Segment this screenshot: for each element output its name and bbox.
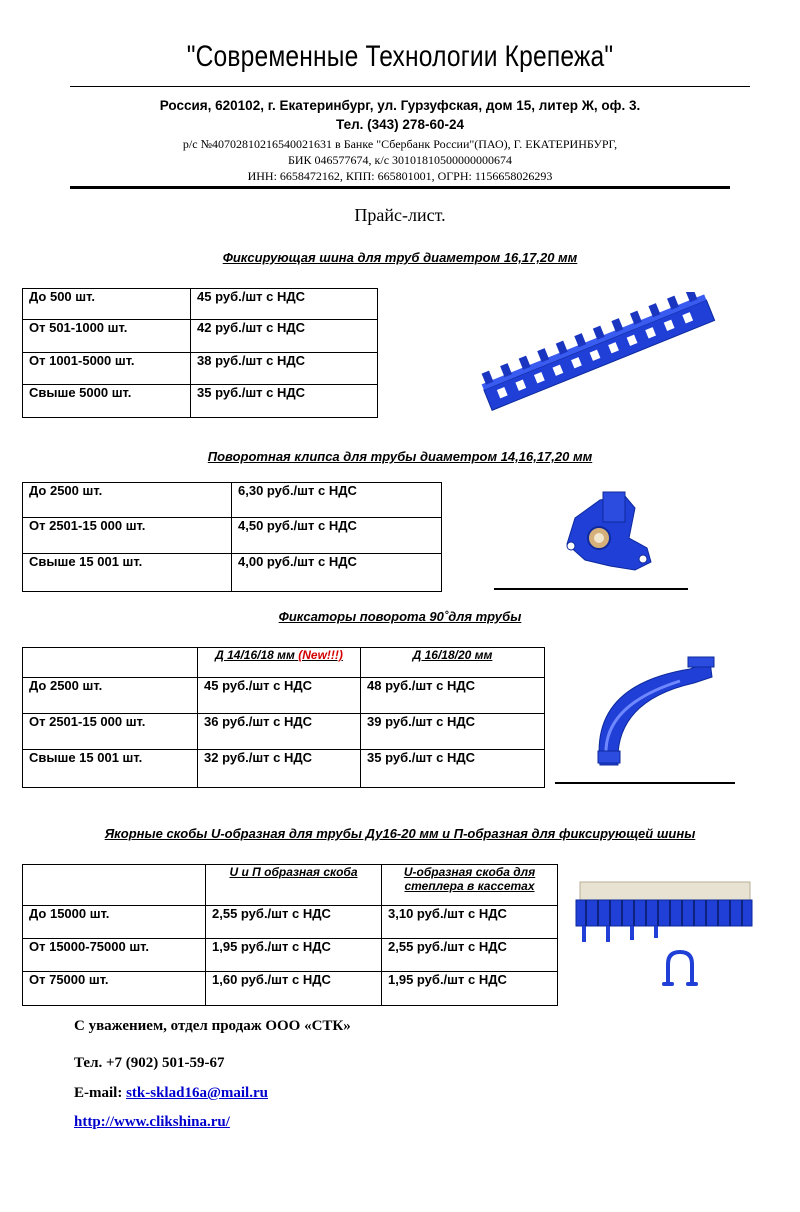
bank-details-1: р/с №40702810216540021631 в Банке "Сбербанк России"(ПАО), Г. ЕКАТЕРИНБУРГ, — [182, 137, 618, 151]
col-header-d14 — [198, 648, 361, 678]
image-underline — [494, 588, 688, 590]
price-cell: 32 руб./шт с НДС — [198, 750, 361, 788]
table-row — [23, 714, 545, 750]
price-cell: 2,55 руб./шт с НДС — [382, 939, 558, 972]
qty-cell: От 2501-15 000 шт. — [23, 714, 198, 750]
price-cell: 6,30 руб./шт с НДС — [232, 483, 442, 518]
table-row — [23, 554, 442, 592]
email-link[interactable]: stk-sklad16a@mail.ru — [126, 1085, 268, 1101]
email-line — [74, 1085, 268, 1102]
table-row — [23, 353, 378, 385]
qty-cell: От 501-1000 шт. — [23, 320, 191, 353]
new-badge: (New!!!) — [298, 648, 343, 662]
table-row — [23, 750, 545, 788]
header-divider — [70, 86, 750, 87]
section4-title: Якорные скобы U-образная для трубы Ду16-20 мм и П-образная для фиксирующей шины — [104, 826, 696, 841]
pricelist-title: Прайс-лист. — [354, 205, 446, 225]
qty-cell: Свыше 15 001 шт. — [23, 750, 198, 788]
qty-cell: До 15000 шт. — [23, 906, 206, 939]
col-header-d16: Д 16/18/20 мм — [361, 648, 545, 678]
price-cell: 45 руб./шт с НДС — [191, 289, 378, 320]
table-row — [23, 678, 545, 714]
qty-cell: До 500 шт. — [23, 289, 191, 320]
table-row — [23, 289, 378, 320]
table-row — [23, 972, 558, 1006]
table-row — [23, 385, 378, 418]
col-header-d14-label: Д 14/16/18 мм — [215, 648, 295, 662]
price-cell: 4,00 руб./шт с НДС — [232, 554, 442, 592]
price-cell: 2,55 руб./шт с НДС — [206, 906, 382, 939]
price-cell: 42 руб./шт с НДС — [191, 320, 378, 353]
price-cell: 1,95 руб./шт с НДС — [382, 972, 558, 1006]
table-row — [23, 518, 442, 554]
qty-cell: Свыше 5000 шт. — [23, 385, 191, 418]
image-underline — [555, 782, 735, 784]
qty-cell: До 2500 шт. — [23, 678, 198, 714]
website-link[interactable]: http://www.clikshina.ru/ — [74, 1114, 230, 1130]
price-cell: 48 руб./шт с НДС — [361, 678, 545, 714]
bank-details-3: ИНН: 6658472162, КПП: 665801001, ОГРН: 1156658026293 — [247, 169, 553, 183]
price-cell: 1,95 руб./шт с НДС — [206, 939, 382, 972]
section3-price-table — [22, 647, 545, 788]
section4-price-table — [22, 864, 558, 1006]
qty-cell: От 1001-5000 шт. — [23, 353, 191, 385]
rotary-clip-image — [555, 488, 665, 580]
email-label: E-mail: — [74, 1085, 123, 1101]
price-cell: 39 руб./шт с НДС — [361, 714, 545, 750]
company-phone: Тел. (343) 278-60-24 — [336, 117, 464, 132]
table-header-row — [23, 648, 545, 678]
company-address: Россия, 620102, г. Екатеринбург, ул. Гурзуфская, дом 15, литер Ж, оф. 3. — [159, 98, 641, 113]
contact-phone: Тел. +7 (902) 501-59-67 — [74, 1055, 225, 1071]
qty-cell: От 2501-15 000 шт. — [23, 518, 232, 554]
price-cell: 1,60 руб./шт с НДС — [206, 972, 382, 1006]
table-row — [23, 906, 558, 939]
section1-price-table — [22, 288, 378, 418]
fixing-rail-image — [480, 292, 720, 422]
price-cell: 4,50 руб./шт с НДС — [232, 518, 442, 554]
section2-price-table — [22, 482, 442, 592]
header-empty-cell — [23, 865, 206, 906]
price-cell: 38 руб./шт с НДС — [191, 353, 378, 385]
table-row — [23, 483, 442, 518]
table-row — [23, 939, 558, 972]
regards-text: С уважением, отдел продаж ООО «СТК» — [74, 1018, 351, 1034]
price-cell: 35 руб./шт с НДС — [191, 385, 378, 418]
table-row — [23, 320, 378, 353]
section2-title: Поворотная клипса для трубы диаметром 14,16,17,20 мм — [207, 449, 593, 464]
section1-title: Фиксирующая шина для труб диаметром 16,17,20 мм — [222, 250, 578, 265]
price-cell: 45 руб./шт с НДС — [198, 678, 361, 714]
anchor-staples-image — [572, 860, 757, 995]
website-line — [74, 1114, 230, 1131]
header-thick-divider — [70, 186, 730, 189]
qty-cell: От 75000 шт. — [23, 972, 206, 1006]
price-cell: 35 руб./шт с НДС — [361, 750, 545, 788]
bank-details-2: БИК 046577674, к/с 30101810500000000674 — [287, 153, 513, 167]
table-header-row — [23, 865, 558, 906]
price-cell: 3,10 руб./шт с НДС — [382, 906, 558, 939]
header-empty-cell — [23, 648, 198, 678]
company-name: "Современные Технологии Крепежа" — [186, 40, 614, 73]
qty-cell: До 2500 шт. — [23, 483, 232, 518]
col-header-stapler: U-образная скоба для степлера в кассетах — [382, 865, 558, 906]
bend-fixator-image — [570, 655, 720, 770]
qty-cell: От 15000-75000 шт. — [23, 939, 206, 972]
qty-cell: Свыше 15 001 шт. — [23, 554, 232, 592]
section3-title: Фиксаторы поворота 90˚для трубы — [278, 609, 522, 624]
price-cell: 36 руб./шт с НДС — [198, 714, 361, 750]
col-header-u-p: U и П образная скоба — [206, 865, 382, 906]
